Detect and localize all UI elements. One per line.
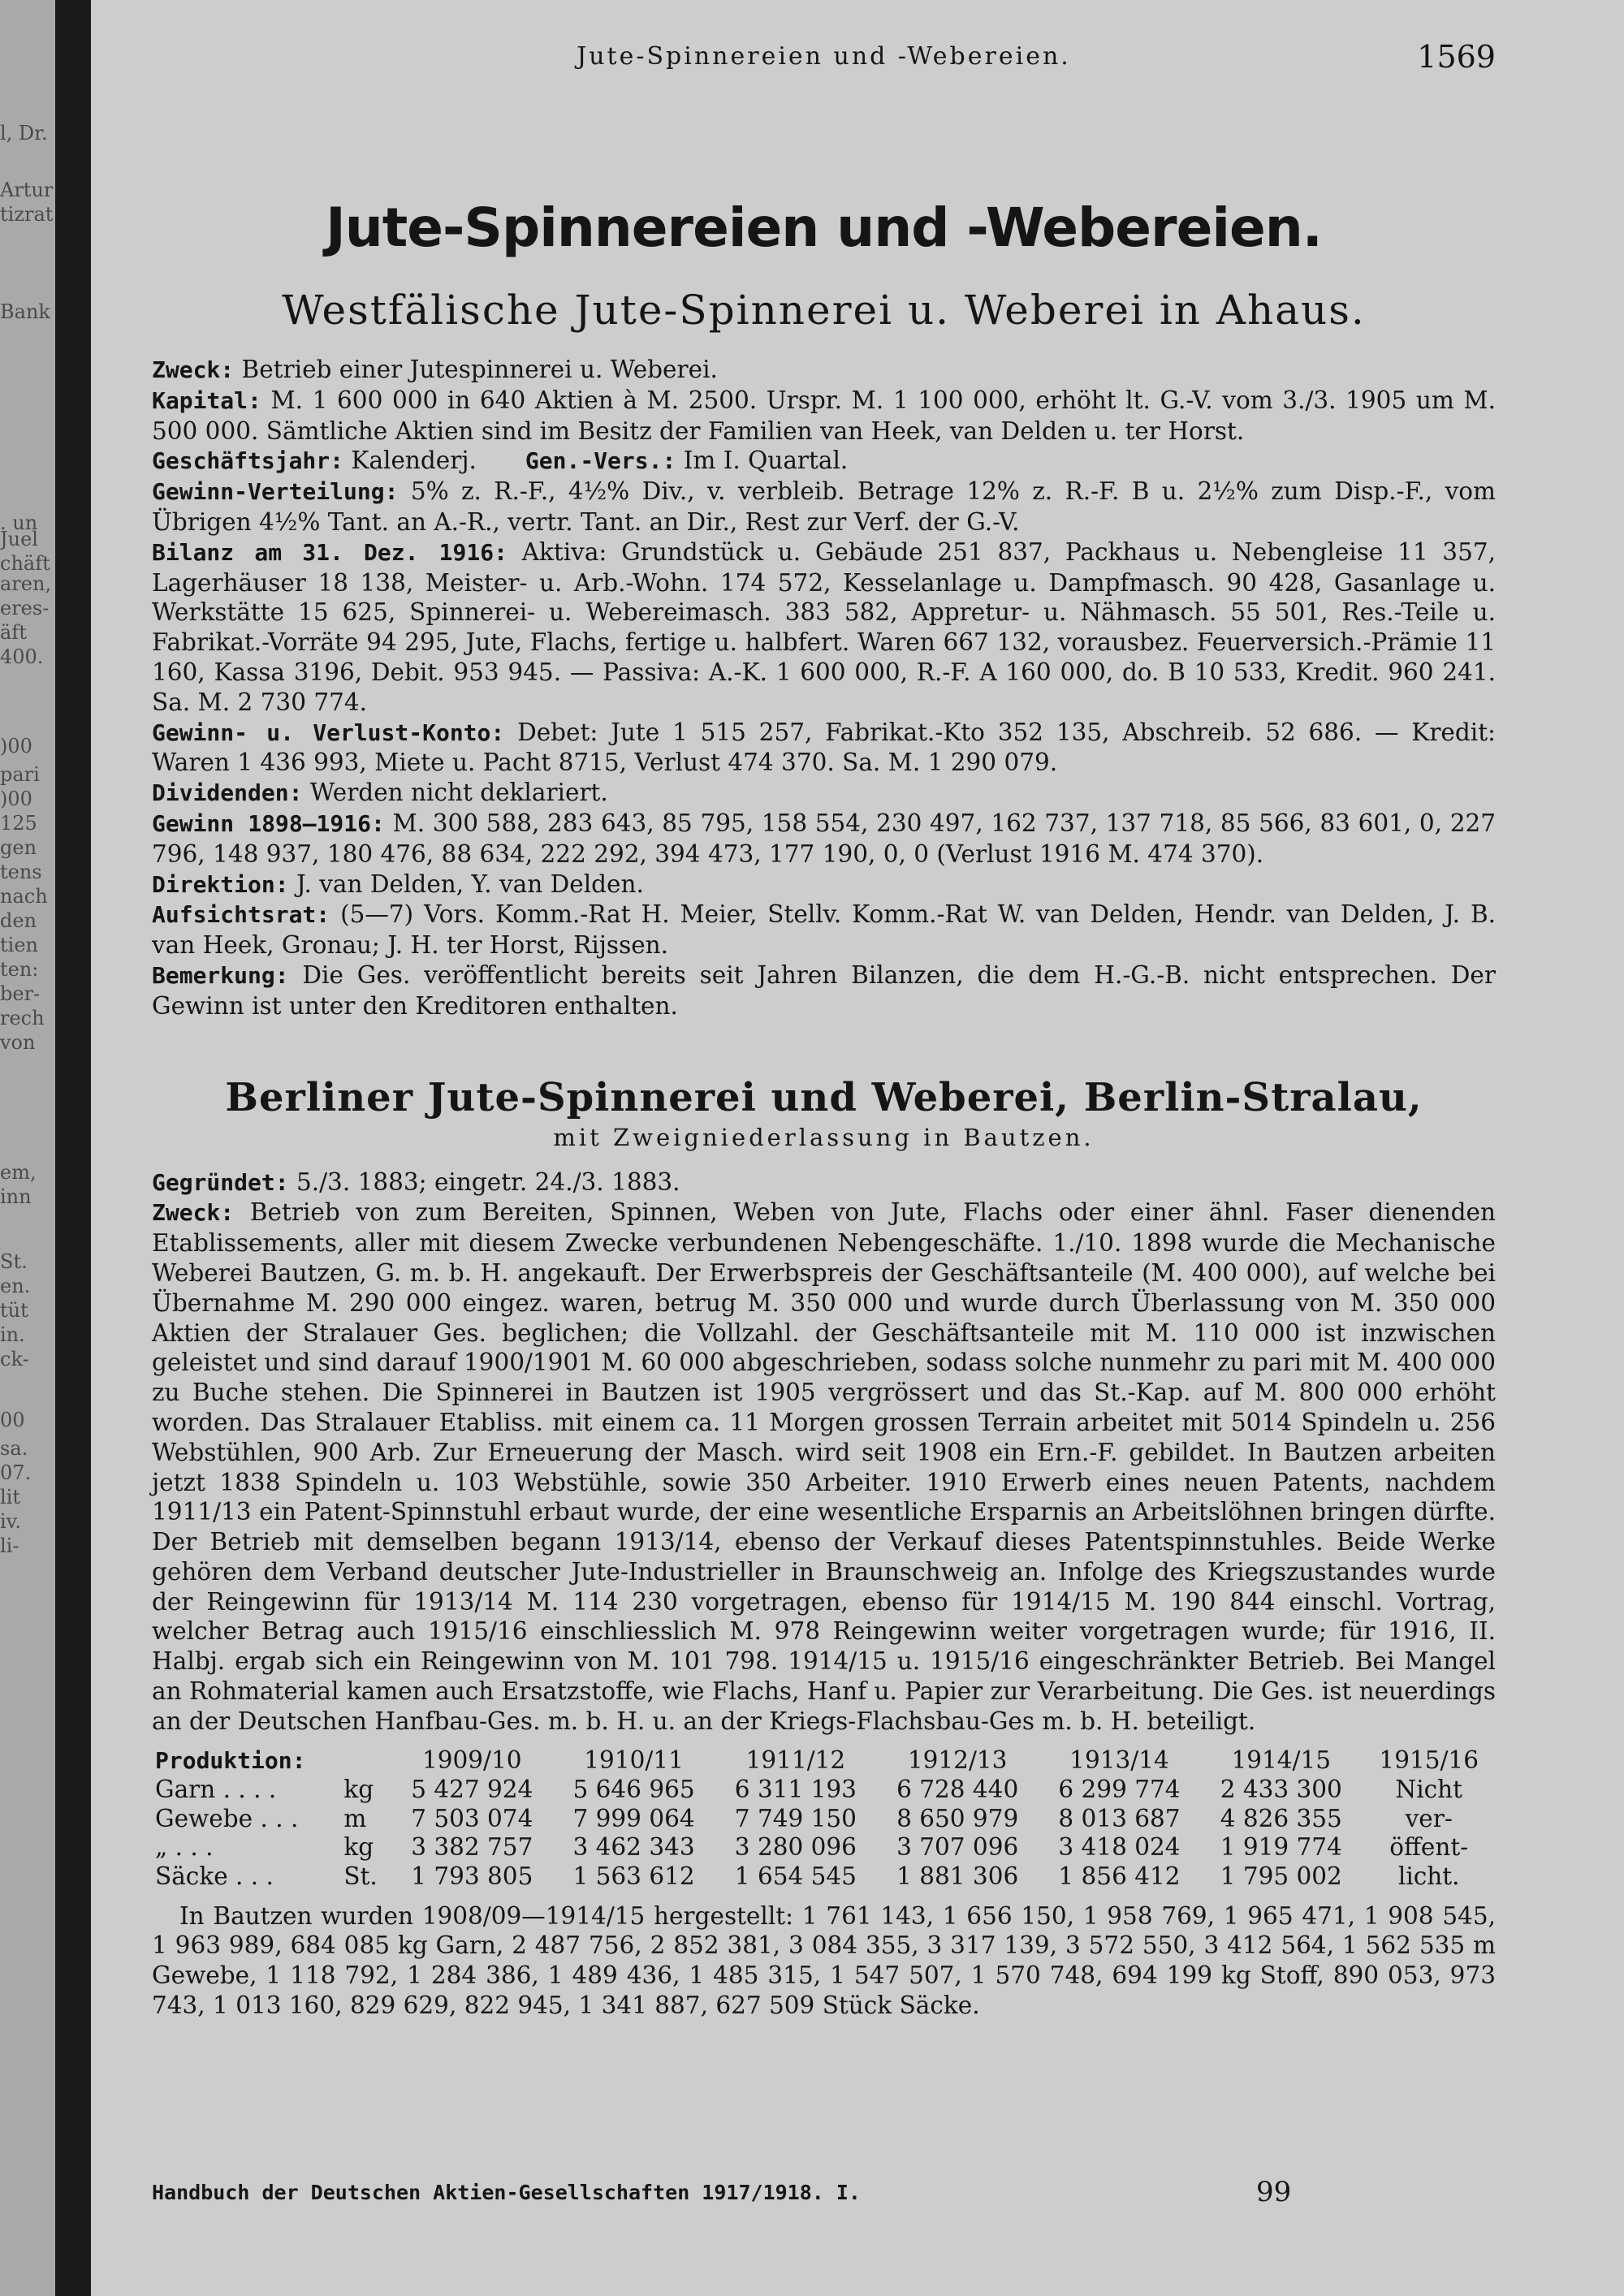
margin-fragment: Juel (0, 528, 38, 550)
production-value-1915-16: öffent- (1389, 1833, 1469, 1862)
margin-fragment: den (0, 909, 37, 932)
margin-fragment: tüt (0, 1299, 28, 1322)
margin-fragment: tien (0, 934, 38, 956)
production-value: 1 881 306 (896, 1862, 1019, 1891)
margin-fragment: . un (0, 511, 38, 534)
production-value: 8 650 979 (896, 1804, 1019, 1832)
bautzen-production-text: In Bautzen wurden 1908/09—1914/15 hergestellt: 1 761 143, 1 656 150, 1 958 769, 1 965 471, 1 908 545, 1 963 989, 684 085 kg Garn, 2 487 756, 2 852 381, 3 084 355, 3 317 139, 3 572 550, 3 412 564, 1 562 535 m Gewebe, 1 118 792, 1 284 386, 1 489 436, 1 485 315, 1 547 507, 1 570 748, 694 199 kg Stoff, 890 053, 973 743, 1 013 160, 829 629, 822 945, 1 341 887, 627 509 Stück Säcke. (152, 1901, 1496, 2020)
production-row (152, 1804, 1496, 1833)
production-value: 3 280 096 (734, 1833, 857, 1862)
entry-geschaeftsjahr: Geschäftsjahr: Kalenderj. Gen.-Vers.: Im I. Quartal. (152, 447, 849, 475)
production-table (152, 1746, 1496, 1892)
entry-direktion: Direktion: J. van Delden, Y. van Delden. (152, 870, 644, 898)
production-value: 5 427 924 (411, 1775, 533, 1803)
margin-fragment: St. (0, 1250, 28, 1273)
footer-sheet-number: 99 (1256, 2176, 1292, 2208)
book-gutter (55, 0, 91, 2296)
company-subtitle: mit Zweigniederlassung in Bautzen. (553, 1123, 1095, 1151)
production-value: 2 433 300 (1220, 1775, 1342, 1803)
margin-fragment: in. (0, 1323, 25, 1346)
production-unit: St. (343, 1862, 378, 1891)
production-value: 3 418 024 (1058, 1833, 1181, 1862)
margin-fragment: 125 (0, 812, 37, 835)
margin-fragment: 400. (0, 645, 44, 668)
production-value: 7 749 150 (734, 1804, 857, 1832)
page-number: 1569 (1417, 39, 1496, 75)
margin-fragment: rech (0, 1007, 45, 1029)
production-value: 5 646 965 (572, 1775, 695, 1803)
margin-fragment: eres- (0, 597, 50, 619)
production-unit: kg (343, 1775, 374, 1803)
production-value: 6 299 774 (1058, 1775, 1181, 1803)
margin-fragment: äft (0, 621, 27, 644)
production-row (152, 1833, 1496, 1862)
entry-gewinn-verlust: Gewinn- u. Verlust-Konto: Debet: Jute 1 515 257, Fabrikat.-Kto 352 135, Abschreib. 52 686. — Kredit: Waren 1 436 993, Miete u. Pacht 8715, Verlust 474 370. Sa. M. 1 290 079. (152, 718, 1496, 777)
production-item: Gewebe . . . (155, 1804, 299, 1832)
production-value: 3 382 757 (411, 1833, 533, 1862)
margin-fragment: li- (0, 1534, 19, 1557)
entry-aufsichtsrat: Aufsichtsrat: (5—7) Vors. Komm.-Rat H. Meier, Stellv. Komm.-Rat W. van Delden, Hendr. van Delden, J. B. van Heek, Gronau; J. H. ter Horst, Rijssen. (152, 900, 1496, 960)
production-item: Garn . . . . (155, 1775, 277, 1803)
margin-fragment: nach (0, 885, 48, 908)
production-value: 6 311 193 (734, 1775, 857, 1803)
footer-title: Handbuch der Deutschen Aktien-Gesellschaften 1917/1918. I. (152, 2181, 861, 2204)
margin-fragment: l, Dr. (0, 122, 48, 145)
margin-fragment: 00 (0, 1409, 25, 1431)
production-value-1915-16: licht. (1397, 1862, 1460, 1891)
margin-fragment: gen (0, 836, 37, 859)
production-label: Produktion: (155, 1747, 306, 1775)
year-header: 1915/16 (1379, 1746, 1479, 1775)
margin-fragment: ber- (0, 982, 41, 1005)
entry-gewinn-verteilung: Gewinn-Verteilung: 5% z. R.-F., 4½% Div., v. verbleib. Betrage 12% z. R.-F. B u. 2½% zum Disp.-F., vom Übrigen 4½% Tant. an A.-R., vertr. Tant. an Dir., Rest zur Verf. der G.-V. (152, 477, 1496, 536)
year-header: 1909/10 (421, 1746, 522, 1775)
production-item: „ . . . (155, 1833, 214, 1862)
margin-fragment: )00 (0, 735, 32, 757)
production-value: 3 707 096 (896, 1833, 1019, 1862)
margin-fragment: Artur (0, 179, 54, 201)
entry-zweck: Zweck: Betrieb von zum Bereiten, Spinnen, Weben von Jute, Flachs oder einer ähnl. Faser dienenden Etablissements, aller mit diesem Zwecke verbundenen Nebengeschäfte. 1./10. 1898 wurde die Mechanische Weberei Bautzen, G. m. b. H. angekauft. Der Erwerbspreis der Geschäftsanteile (M. 400 000), auf welche bei Übernahme M. 290 000 eingez. waren, betrug M. 350 000 und wurde durch Überlassung von M. 350 000 Aktien der Stralauer Ges. beglichen; die Vollzahl. der Geschäftsanteile mit M. 110 000 ist inzwischen geleistet und sind darauf 1900/1901 M. 60 000 abgeschrieben, sodass solche nunmehr zu pari mit M. 400 000 zu Buche stehen. Die Spinnerei in Bautzen ist 1905 vergrössert und das St.-Kap. auf M. 800 000 erhöht worden. Das Stralauer Etabliss. mit einem ca. 11 Morgen grossen Terrain arbeitet mit 5014 Spindeln u. 256 Webstühlen, 900 Arb. Zur Erneuerung der Masch. wird seit 1908 ein Ern.-F. gebildet. In Bautzen arbeiten jetzt 1838 Spindeln u. 103 Webstühle, sowie 350 Arbeiter. 1910 Erwerb eines neuen Patents, nachdem 1911/13 ein Patent-Spinnstuhl erbaut wurde, der eine wesentliche Ersparnis an Arbeitslöhnen bringen dürfte. Der Betrieb mit demselben begann 1913/14, ebenso der Verkauf dieses Patentspinnstuhles. Beide Werke gehören dem Verband deutscher Jute-Industrieller in Braunschweig an. Infolge des Kriegszustandes wurde der Reingewinn für 1913/14 M. 114 230 vorgetragen, ebenso für 1914/15 M. 190 844 einschl. Vortrag, welcher Betrag auch 1915/16 einschliesslich M. 978 Reingewinn weiter vorgetragen wurde; für 1916, II. Halbj. ergab sich ein Reingewinn von M. 101 798. 1914/15 u. 1915/16 eingeschränkter Betrieb. Bei Mangel an Rohmaterial kamen auch Ersatzstoffe, wie Flachs, Hanf u. Papier zur Verarbeitung. Die Ges. ist neuerdings an der Deutschen Hanfbau-Ges. m. b. H. u. an der Kriegs-Flachsbau-Ges m. b. H. beteiligt. (152, 1198, 1497, 1735)
production-header-row (152, 1746, 1496, 1776)
margin-fragment: 07. (0, 1461, 32, 1484)
production-value: 3 462 343 (572, 1833, 695, 1862)
production-value: 8 013 687 (1058, 1804, 1181, 1832)
entry-dividenden: Dividenden: Werden nicht deklariert. (152, 779, 608, 807)
production-value: 7 999 064 (572, 1804, 695, 1832)
margin-fragment: Bank (0, 300, 50, 323)
production-value: 1 856 412 (1058, 1862, 1181, 1891)
production-value: 1 654 545 (734, 1862, 857, 1891)
production-value: 4 826 355 (1220, 1804, 1342, 1832)
company-berliner (152, 1075, 1496, 2021)
margin-fragment: ck- (0, 1348, 29, 1370)
year-header: 1911/12 (745, 1746, 846, 1775)
margin-fragment: )00 (0, 788, 32, 810)
production-value: 1 793 805 (411, 1862, 533, 1891)
production-value-1915-16: ver- (1405, 1804, 1453, 1832)
margin-fragment: em, (0, 1161, 37, 1184)
company-title: Berliner Jute-Spinnerei und Weberei, Berlin-Stralau, (225, 1074, 1423, 1120)
entry-bilanz: Bilanz am 31. Dez. 1916: Aktiva: Grundstück u. Gebäude 251 837, Packhaus u. Nebengleise 11 357, Lagerhäuser 18 138, Meister- u. Arb.-Wohn. 174 572, Kesselanlage u. Dampfmasch. 90 428, Gasanlage u. Werkstätte 15 625, Spinnerei- u. Webereimasch. 383 582, Appretur- u. Nähmasch. 55 501, Res.-Teile u. Fabrikat.-Vorräte 94 295, Jute, Flachs, fertige u. halbfert. Waren 667 132, vorausbez. Feuerversich.-Prämie 11 160, Kassa 3196, Debit. 953 945. — Passiva: A.-K. 1 600 000, R.-F. A 160 000, do. B 10 533, Kredit. 960 241. Sa. M. 2 730 774. (152, 537, 1496, 716)
previous-page-margin (0, 0, 55, 2296)
year-header: 1910/11 (584, 1746, 684, 1775)
margin-fragment: en. (0, 1275, 31, 1297)
entry-kapital: Kapital: M. 1 600 000 in 640 Aktien à M. 2500. Urspr. M. 1 100 000, erhöht lt. G.-V. vom 3./3. 1905 um M. 500 000. Sämtliche Aktien sind im Besitz der Familien van Heek, van Delden u. ter Horst. (152, 386, 1496, 445)
margin-fragment: chäft (0, 552, 50, 575)
margin-fragment: ten: (0, 958, 39, 981)
margin-fragment: von (0, 1031, 36, 1054)
production-row (152, 1775, 1496, 1804)
margin-fragment: tizrat (0, 203, 54, 226)
year-header: 1912/13 (907, 1746, 1008, 1775)
margin-fragment: sa. (0, 1437, 28, 1460)
year-header: 1913/14 (1069, 1746, 1169, 1775)
book-page (91, 0, 1624, 2296)
production-value: 1 919 774 (1220, 1833, 1342, 1862)
margin-fragment: aren, (0, 572, 52, 595)
running-head-title: Jute-Spinnereien und -Webereien. (577, 42, 1071, 71)
production-value: 1 795 002 (1220, 1862, 1342, 1891)
year-header: 1914/15 (1231, 1746, 1332, 1775)
production-value: 7 503 074 (411, 1804, 533, 1832)
production-value: 6 728 440 (896, 1775, 1019, 1803)
margin-fragment: pari (0, 763, 40, 786)
margin-fragment: lit (0, 1486, 20, 1508)
entry-bemerkung: Bemerkung: Die Ges. veröffentlicht bereits seit Jahren Bilanzen, die dem H.-G.-B. nicht entsprechen. Der Gewinn ist unter den Kreditoren enthalten. (152, 960, 1496, 1020)
production-value: 1 563 612 (572, 1862, 695, 1891)
production-item: Säcke . . . (155, 1862, 274, 1891)
production-unit: kg (343, 1833, 374, 1862)
production-row (152, 1862, 1496, 1892)
section-title: Jute-Spinnereien und -Webereien. (326, 196, 1322, 259)
margin-fragment: inn (0, 1185, 32, 1208)
company-title: Westfälische Jute-Spinnerei u. Weberei in Ahaus. (282, 287, 1366, 334)
production-unit: m (343, 1804, 367, 1832)
entry-gegruendet: Gegründet: 5./3. 1883; eingetr. 24./3. 1883. (152, 1167, 680, 1196)
margin-fragment: iv. (0, 1510, 22, 1533)
company-westfaelische (152, 287, 1496, 1021)
margin-fragment: tens (0, 861, 42, 883)
production-value-1915-16: Nicht (1395, 1775, 1463, 1803)
page-footer (152, 2176, 1496, 2208)
entry-gewinn-jahre: Gewinn 1898—1916: M. 300 588, 283 643, 85 795, 158 554, 230 497, 162 737, 137 718, 85 566, 83 601, 0, 227 796, 148 937, 180 476, 88 634, 222 292, 394 473, 177 190, 0, 0 (Verlust 1916 M. 474 370). (152, 809, 1496, 868)
running-header (152, 39, 1496, 83)
entry-zweck: Zweck: Betrieb einer Jutespinnerei u. Weberei. (152, 356, 718, 383)
